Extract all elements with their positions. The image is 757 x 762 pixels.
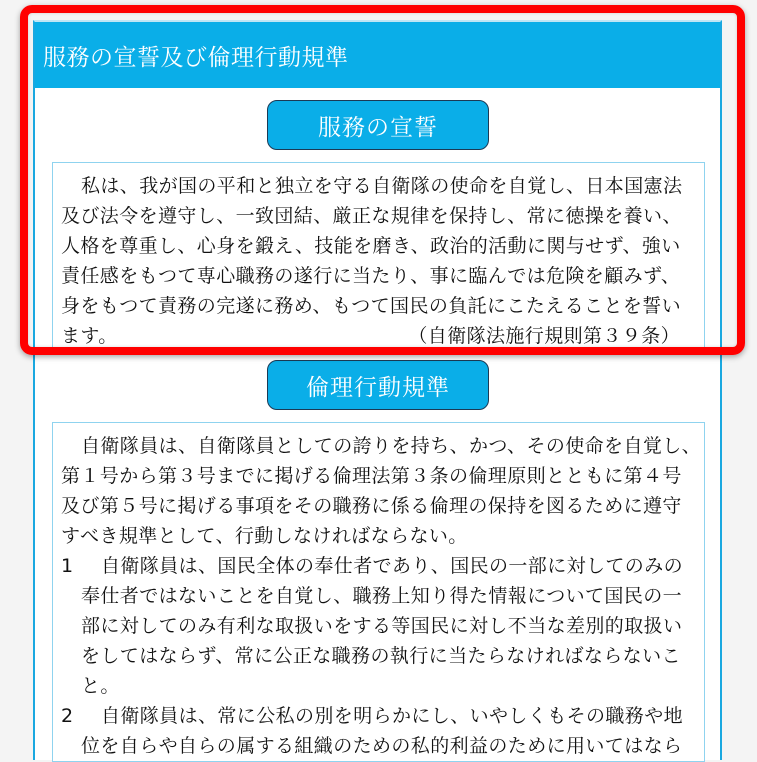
page-title: 服務の宣誓及び倫理行動規準 bbox=[43, 44, 349, 71]
ethics-item-number: 2 bbox=[61, 705, 74, 727]
oath-text-box bbox=[52, 162, 705, 348]
document-page bbox=[33, 20, 722, 760]
ethics-item-line: 自衛隊員は、国民全体の奉仕者であり、国民の一部に対してのみの bbox=[101, 555, 684, 577]
ethics-intro-line: 及び第５号に掲げる事項をその職務に係る倫理の保持を図るために遵守 bbox=[61, 495, 682, 517]
oath-line: ます。 bbox=[61, 325, 118, 347]
oath-line: 身をもつて責務の完遂に務め、もつて国民の負託にこたえることを誓い bbox=[61, 295, 682, 317]
ethics-item-1 bbox=[61, 551, 698, 701]
ethics-item-first-line bbox=[61, 701, 698, 731]
ethics-heading-badge bbox=[267, 360, 489, 410]
oath-line: 及び法令を遵守し、一致団結、厳正な規律を保持し、常に徳操を養い、 bbox=[61, 205, 682, 227]
ethics-item-line: 位を自らや自らの属する組織のための私的利益のために用いてはなら bbox=[81, 735, 683, 757]
header-bar bbox=[35, 22, 720, 88]
ethics-intro-line: 第１号から第３号までに掲げる倫理法第３条の倫理原則とともに第４号 bbox=[61, 465, 682, 487]
oath-line: 責任感をもつて専心職務の遂行に当たり、事に臨んでは危険を顧みず、 bbox=[61, 265, 681, 287]
oath-citation: （自衛隊法施行規則第３９条） bbox=[408, 325, 680, 347]
ethics-item-line: と。 bbox=[81, 675, 120, 697]
ethics-heading: 倫理行動規準 bbox=[306, 374, 450, 401]
oath-line: 人格を尊重し、心身を鍛え、技能を磨き、政治的活動に関与せず、強い bbox=[61, 235, 681, 257]
ethics-intro-line: 自衛隊員は、自衛隊員としての誇りを持ち、かつ、その使命を自覚し、 bbox=[81, 435, 702, 457]
ethics-text-box bbox=[52, 422, 705, 762]
oath-line: 私は、我が国の平和と独立を守る自衛隊の使命を自覚し、日本国憲法 bbox=[81, 175, 683, 197]
ethics-item-line: 自衛隊員は、常に公私の別を明らかにし、いやしくもその職務や地 bbox=[101, 705, 684, 727]
ethics-item-line: 奉仕者ではないことを自覚し、職務上知り得た情報について国民の一 bbox=[81, 585, 683, 607]
oath-heading-badge bbox=[267, 100, 489, 150]
ethics-item-line: 部に対してのみ有利な取扱いをする等国民に対し不当な差別的取扱い bbox=[81, 615, 683, 637]
ethics-item-2 bbox=[61, 701, 698, 761]
ethics-item-line: をしてはならず、常に公正な職務の執行に当たらなければならないこ bbox=[81, 645, 681, 667]
ethics-item-number: 1 bbox=[61, 555, 74, 577]
oath-heading: 服務の宣誓 bbox=[318, 114, 438, 141]
ethics-item-first-line bbox=[61, 551, 698, 581]
oath-last-line bbox=[61, 321, 698, 351]
ethics-intro-line: すべき規準として、行動しなければならない。 bbox=[61, 525, 468, 547]
